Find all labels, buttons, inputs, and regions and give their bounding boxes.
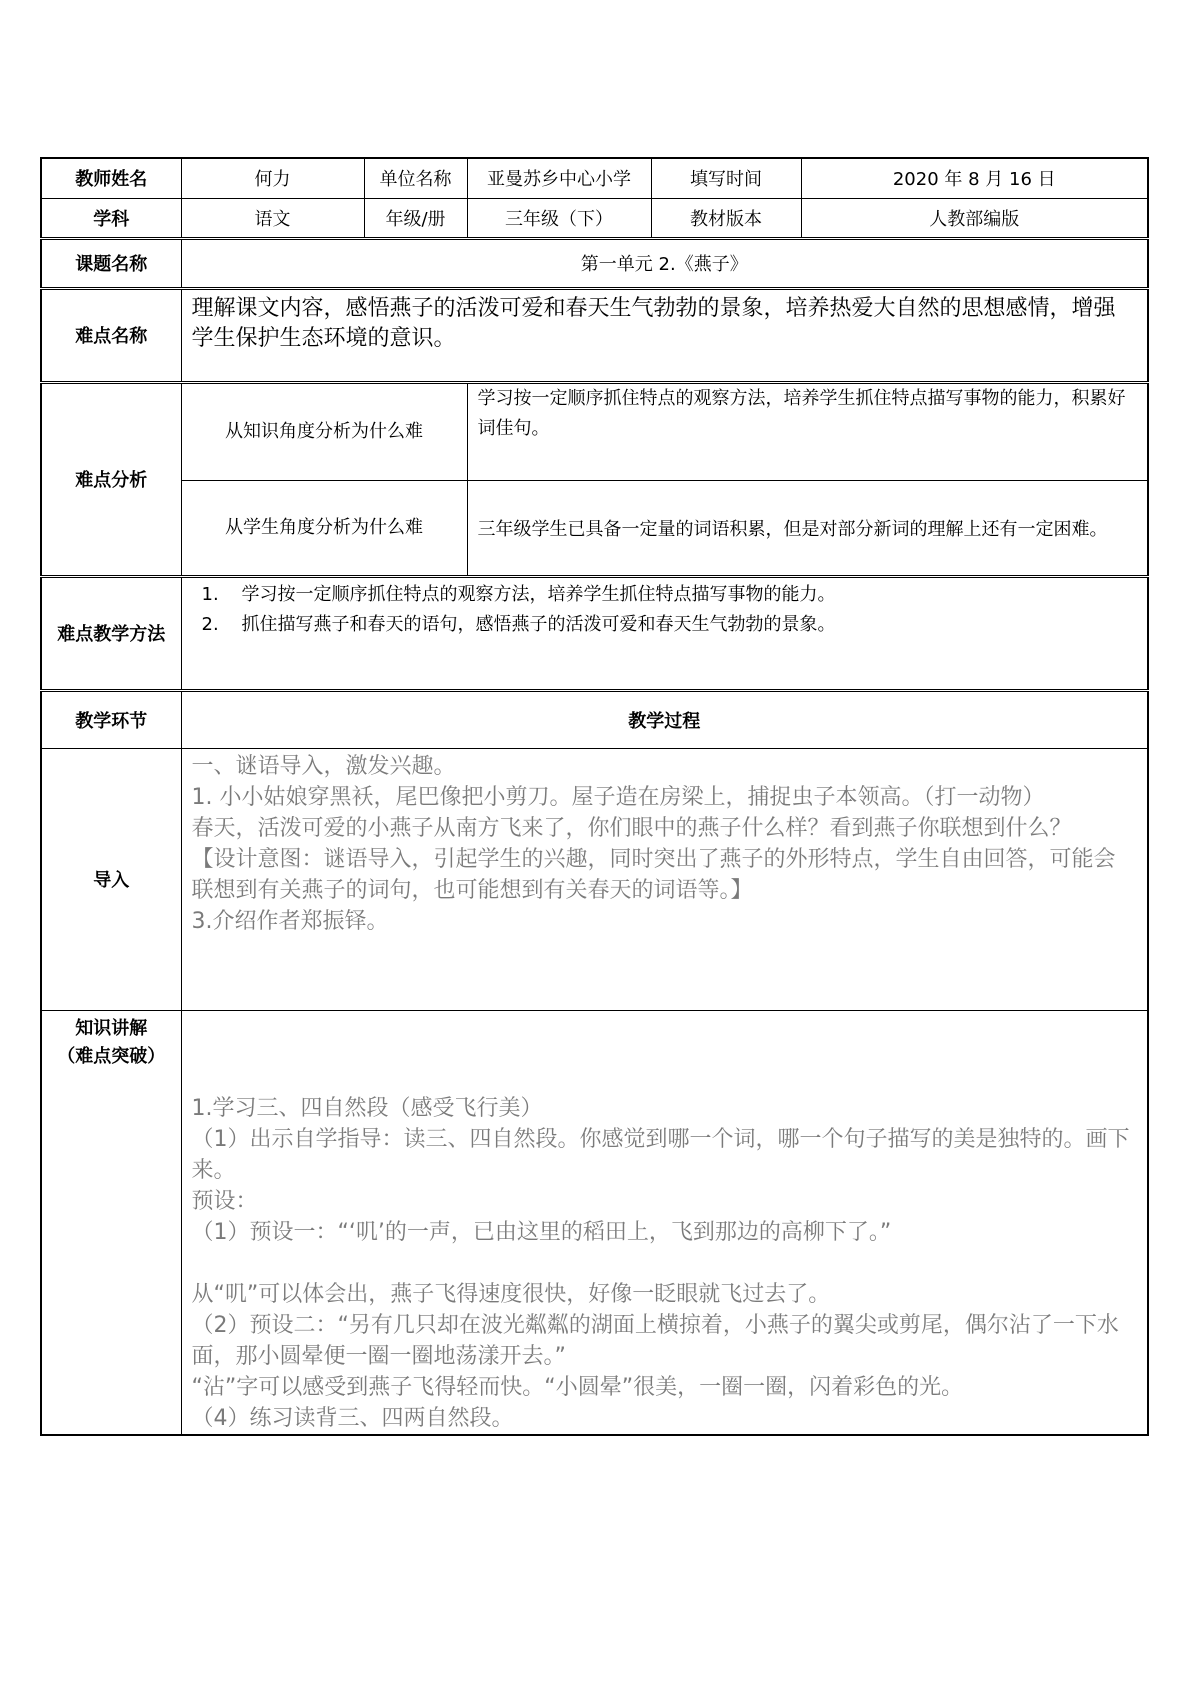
teacher-label: 教师姓名 [41, 158, 181, 198]
stage-label: 教学环节 [41, 690, 181, 748]
unit-value: 亚曼苏乡中心小学 [467, 158, 651, 198]
difficulty-row [41, 288, 1148, 382]
edition-label: 教材版本 [651, 198, 801, 238]
topic-label: 课题名称 [41, 238, 181, 288]
list-item: 2. 抓住描写燕子和春天的语句，感悟燕子的活泼可爱和春天生气勃勃的景象。 [201, 613, 836, 635]
analysis-row-1 [41, 382, 1148, 480]
intro-line: 一、谜语导入，激发兴趣。 [191, 753, 456, 779]
grade-label: 年级/册 [364, 198, 467, 238]
difficulty-value: 理解课文内容，感悟燕子的活泼可爱和春天生气勃勃的景象，培养热爱大自然的思想感情，增强学生保护生态环境的意识。 [191, 295, 1116, 351]
knowledge-value: 学习按一定顺序抓住特点的观察方法，培养学生抓住特点描写事物的能力，积累好词佳句。 [467, 382, 1148, 480]
intro-label: 导入 [41, 748, 181, 1010]
knowledge-content [182, 1011, 1148, 1434]
header-row-2 [41, 198, 1148, 238]
intro-cell [181, 748, 1148, 1010]
analysis-row-2 [41, 480, 1148, 576]
unit-label: 单位名称 [364, 158, 467, 198]
analysis-label: 难点分析 [41, 382, 181, 576]
subject-value: 语文 [181, 198, 364, 238]
methods-list [182, 578, 1148, 640]
knowledge-line: （1）预设一：“‘叽’的一声，已由这里的稻田上，飞到那边的高柳下了。” [191, 1219, 892, 1245]
knowledge-section-label: 知识讲解 （难点突破） [41, 1010, 181, 1435]
teacher-value: 何力 [181, 158, 364, 198]
date-label: 填写时间 [651, 158, 801, 198]
difficulty-cell [181, 288, 1148, 382]
lesson-plan-table [40, 157, 1149, 1436]
subject-label: 学科 [41, 198, 181, 238]
knowledge-line: 从“叽”可以体会出，燕子飞得速度很快，好像一眨眼就飞过去了。 [191, 1281, 831, 1307]
topic-row [41, 238, 1148, 288]
process-label: 教学过程 [181, 690, 1148, 748]
intro-line: 春天，活泼可爱的小燕子从南方飞来了，你们眼中的燕子什么样？看到燕子你联想到什么？ [191, 815, 1072, 841]
intro-line: 3.介绍作者郑振铎。 [191, 908, 389, 934]
knowledge-cell [181, 1010, 1148, 1435]
intro-line: 1. 小小姑娘穿黑袄，尾巴像把小剪刀。屋子造在房梁上，捕捉虫子本领高。（打一动物） [191, 784, 1045, 810]
knowledge-line: （4）练习读背三、四两自然段。 [191, 1405, 514, 1431]
knowledge-line: （2）预设二：“另有几只却在波光粼粼的湖面上横掠着，小燕子的翼尖或剪尾，偶尔沾了一下水面，那小圆晕便一圈一圈地荡漾开去。” [191, 1312, 1119, 1369]
date-value: 2020 年 8 月 16 日 [801, 158, 1148, 198]
topic-value: 第一单元 2.《燕子》 [181, 238, 1148, 288]
methods-cell [181, 576, 1148, 690]
student-label: 从学生角度分析为什么难 [181, 480, 467, 576]
knowledge-line: 预设： [191, 1188, 258, 1214]
list-item: 1. 学习按一定顺序抓住特点的观察方法，培养学生抓住特点描写事物的能力。 [201, 583, 836, 605]
process-header-row [41, 690, 1148, 748]
knowledge-line: （1）出示自学指导：读三、四自然段。你感觉到哪一个词，哪一个句子描写的美是独特的。画下来。 [191, 1126, 1130, 1183]
edition-value: 人教部编版 [801, 198, 1148, 238]
header-row-1 [41, 158, 1148, 198]
methods-label: 难点教学方法 [41, 576, 181, 690]
student-value: 三年级学生已具备一定量的词语积累，但是对部分新词的理解上还有一定困难。 [467, 480, 1148, 576]
knowledge-line: 1.学习三、四自然段（感受飞行美） [191, 1095, 543, 1121]
intro-content [182, 749, 1148, 937]
intro-line: 【设计意图：谜语导入，引起学生的兴趣，同时突出了燕子的外形特点，学生自由回答，可能会联想到有关燕子的词句，也可能想到有关春天的词语等。】 [191, 846, 1116, 903]
difficulty-label: 难点名称 [41, 288, 181, 382]
knowledge-line: “沾”字可以感受到燕子飞得轻而快。“小圆晕”很美，一圈一圈，闪着彩色的光。 [191, 1374, 964, 1400]
knowledge-line [192, 1248, 1138, 1279]
grade-value: 三年级（下） [467, 198, 651, 238]
methods-row [41, 576, 1148, 690]
knowledge-label: 从知识角度分析为什么难 [181, 382, 467, 480]
intro-row [41, 748, 1148, 1010]
knowledge-row [41, 1010, 1148, 1435]
